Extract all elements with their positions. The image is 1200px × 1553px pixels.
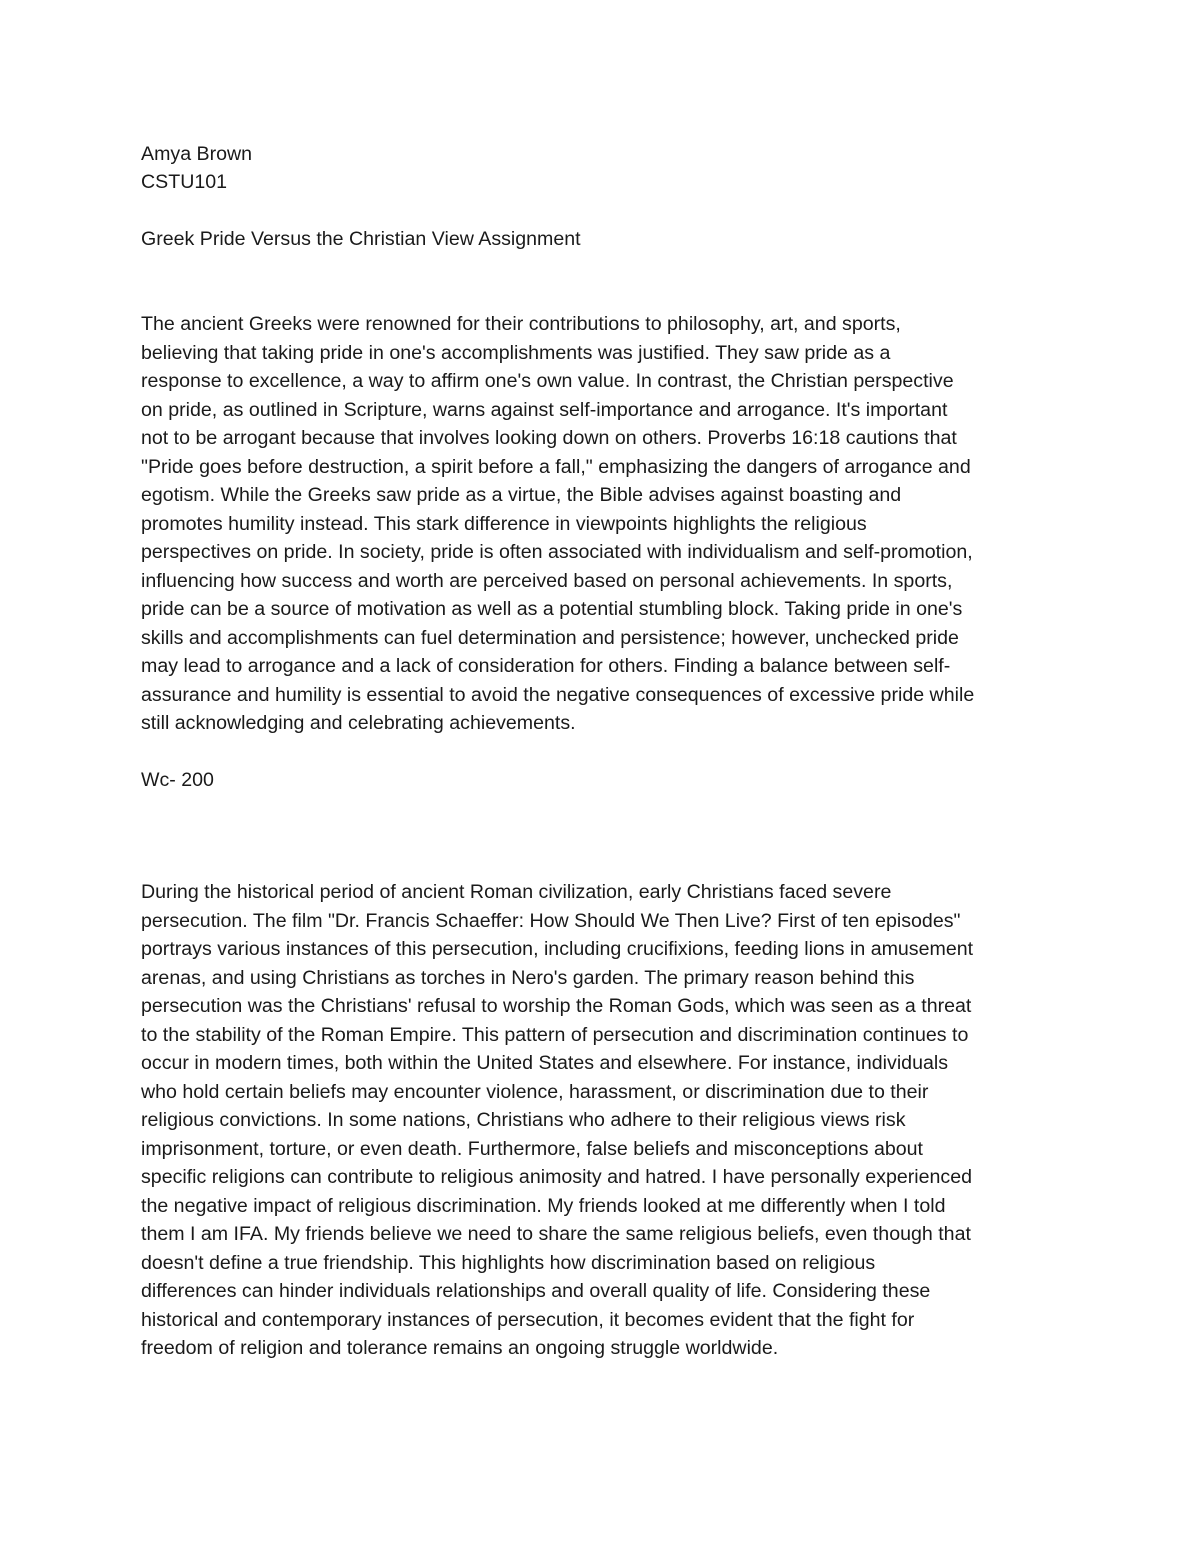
paragraph-line: specific religions can contribute to religious animosity and hatred. I have personally experienced	[141, 1166, 973, 1188]
author-name: Amya Brown	[141, 143, 253, 165]
paragraph-line: religious convictions. In some nations, Christians who adhere to their religious views risk	[141, 1109, 906, 1131]
paragraph-line: occur in modern times, both within the United States and elsewhere. For instance, individuals	[141, 1052, 949, 1074]
word-count: Wc- 200	[141, 769, 214, 791]
paragraph-line: historical and contemporary instances of persecution, it becomes evident that the fight for	[141, 1308, 915, 1331]
paragraph-line: on pride, as outlined in Scripture, warns against self-importance and arrogance. It's important	[141, 398, 948, 421]
paragraph-line: doesn't define a true friendship. This highlights how discrimination based on religious	[141, 1251, 876, 1274]
paragraph-line: response to excellence, a way to affirm one's own value. In contrast, the Christian perspective	[141, 370, 954, 392]
paragraph-line: During the historical period of ancient Roman civilization, early Christians faced severe	[141, 881, 892, 903]
essay-paragraph-greek-pride	[141, 310, 1066, 738]
course-code: CSTU101	[141, 171, 228, 193]
paragraph-line: egotism. While the Greeks saw pride as a virtue, the Bible advises against boasting and	[141, 484, 902, 506]
paragraph-line: promotes humility instead. This stark difference in viewpoints highlights the religious	[141, 512, 867, 535]
paragraph-line: who hold certain beliefs may encounter violence, harassment, or discrimination due to their	[141, 1080, 929, 1103]
paragraph-line: to the stability of the Roman Empire. This pattern of persecution and discrimination continues to	[141, 1023, 969, 1046]
paragraph-line: portrays various instances of this persecution, including crucifixions, feeding lions in amusement	[141, 938, 974, 960]
paragraph-line: persecution. The film "Dr. Francis Schaeffer: How Should We Then Live? First of ten episodes"	[141, 909, 961, 932]
paragraph-line: them I am IFA. My friends believe we need to share the same religious beliefs, even though that	[141, 1223, 971, 1245]
paragraph-line: perspectives on pride. In society, pride is often associated with individualism and self-promotion,	[141, 541, 973, 563]
paragraph-line: persecution was the Christians' refusal to worship the Roman Gods, which was seen as a threat	[141, 995, 972, 1017]
paragraph-line: arenas, and using Christians as torches in Nero's garden. The primary reason behind this	[141, 966, 915, 989]
assignment-title: Greek Pride Versus the Christian View Assignment	[141, 228, 581, 250]
paragraph-line: pride can be a source of motivation as well as a potential stumbling block. Taking pride in one's	[141, 598, 963, 620]
paragraph-line: not to be arrogant because that involves looking down on others. Proverbs 16:18 cautions that	[141, 427, 957, 449]
paragraph-line: assurance and humility is essential to avoid the negative consequences of excessive pride while	[141, 683, 975, 706]
paragraph-line: may lead to arrogance and a lack of consideration for others. Finding a balance between self-	[141, 655, 951, 677]
essay-paragraph-roman-persecution	[141, 878, 1066, 1363]
paragraph-line: believing that taking pride in one's accomplishments was justified. They saw pride as a	[141, 341, 891, 364]
paragraph-line: freedom of religion and tolerance remains an ongoing struggle worldwide.	[141, 1337, 779, 1359]
paragraph-line: imprisonment, torture, or even death. Furthermore, false beliefs and misconceptions about	[141, 1137, 923, 1160]
paragraph-line: "Pride goes before destruction, a spirit before a fall," emphasizing the dangers of arrogance and	[141, 455, 971, 478]
paragraph-line: the negative impact of religious discrimination. My friends looked at me differently when I told	[141, 1194, 946, 1217]
paragraph-line: The ancient Greeks were renowned for their contributions to philosophy, art, and sports,	[141, 313, 901, 335]
paragraph-line: skills and accomplishments can fuel determination and persistence; however, unchecked pride	[141, 626, 959, 649]
paragraph-line: differences can hinder individuals relationships and overall quality of life. Considering these	[141, 1280, 931, 1302]
paragraph-line: influencing how success and worth are perceived based on personal achievements. In sports,	[141, 569, 953, 592]
paragraph-line: still acknowledging and celebrating achievements.	[141, 712, 576, 734]
